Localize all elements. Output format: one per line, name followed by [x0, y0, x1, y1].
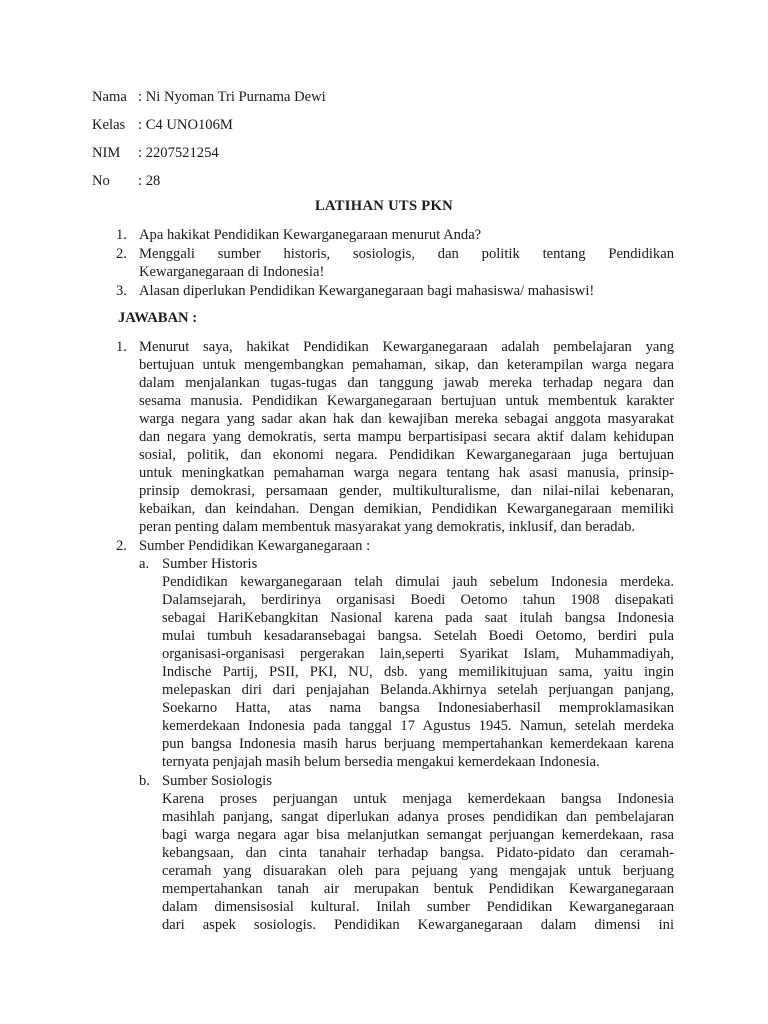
identity-value-kelas: : C4 UNO106M — [138, 117, 233, 133]
answer-line: warga negara yang sadar akan hak dan kewajiban mereka sebagai anggota masyarakat — [139, 411, 674, 427]
subsection-heading: Sumber Sosiologis — [162, 773, 272, 789]
subsection-line: sebagai HariKebangkitan Nasional karena pada saat itulah bangsa Indonesia — [162, 610, 674, 626]
question-text: Alasan diperlukan Pendidikan Kewarganegaraan bagi mahasiswa/ mahasiswi! — [139, 283, 595, 299]
answer-number: 2. — [116, 538, 127, 554]
question-text: Menggali sumber historis, sosiologis, dan politik tentang Pendidikan — [139, 246, 674, 262]
answer-number: 1. — [116, 339, 127, 355]
identity-value-nama: : Ni Nyoman Tri Purnama Dewi — [138, 89, 326, 105]
identity-label-kelas: Kelas — [92, 117, 126, 133]
subsection-heading: Sumber Historis — [162, 556, 258, 572]
subsection-line: kebangsaan, dan cinta tanahair terhadap bangsa. Pidato-pidato dan ceramah- — [162, 845, 674, 861]
subsection-letter: a. — [139, 556, 150, 572]
identity-label-no: No — [92, 173, 110, 189]
answer-line: sosial, politik, dan ekonomi negara. Pendidikan Kewarganegaraan juga bertujuan — [139, 447, 674, 463]
subsection-line: ceramah yang disuarakan oleh para pejuang yang mengajak untuk berjuang — [162, 863, 674, 879]
answer-line: Menurut saya, hakikat Pendidikan Kewarganegaraan adalah pembelajaran yang — [139, 339, 674, 355]
subsection-line: Karena proses perjuangan untuk menjaga kemerdekaan bangsa Indonesia — [162, 791, 674, 807]
subsection-line: organisasi-organisasi pergerakan lain,seperti Syarikat Islam, Muhammadiyah, — [162, 646, 674, 662]
subsection-line: Indische Partij, PSII, PKI, NU, dsb. yang memilikitujuan sama, yaitu ingin — [162, 664, 674, 680]
answer-intro: Sumber Pendidikan Kewarganegaraan : — [139, 538, 371, 554]
subsection-line: mulai tumbuh kesadaransebagai bangsa. Setelah Boedi Oetomo, berdiri pula — [162, 628, 674, 644]
question-text: Kewarganegaraan di Indonesia! — [139, 264, 325, 280]
answers-heading: JAWABAN : — [118, 310, 198, 326]
subsection-letter: b. — [139, 773, 150, 789]
answer-line: dalam menjalankan tugas-tugas dan tanggung jawab mereka terhadap negara dan — [139, 375, 674, 391]
question-text: Apa hakikat Pendidikan Kewarganegaraan menurut Anda? — [139, 227, 482, 243]
identity-value-no: : 28 — [138, 173, 161, 189]
identity-label-nama: Nama — [92, 89, 127, 105]
identity-value-nim: : 2207521254 — [138, 145, 219, 161]
answer-line: sesama manusia. Pendidikan Kewarganegaraan bertujuan untuk membentuk karakter — [139, 393, 674, 409]
subsection-line: Pendidikan kewarganegaraan telah dimulai jauh sebelum Indonesia merdeka. — [162, 574, 674, 590]
question-number: 1. — [116, 227, 127, 243]
subsection-line: Soekarno Hatta, atas nama bangsa Indonesiaberhasil memproklamasikan — [162, 700, 674, 716]
answer-line: kebaikan, dan keindahan. Dengan demikian, Pendidikan Kewarganegaraan memiliki — [139, 501, 674, 517]
answer-line: peran penting dalam membentuk masyarakat yang demokratis, inklusif, dan beradab. — [139, 519, 636, 535]
subsection-line: dalam dimensisosial kultural. Inilah sumber Pendidikan Kewarganegaraan — [162, 899, 674, 915]
answer-line: prinsip demokrasi, persamaan gender, multikulturalisme, dan nilai-nilai kebenaran, — [139, 483, 674, 499]
subsection-line: ternyata penjajah masih belum bersedia mengakui kemerdekaan Indonesia. — [162, 754, 600, 770]
subsection-line: kemerdekaan Indonesia pada tanggal 17 Agustus 1945. Namun, setelah merdeka — [162, 718, 674, 734]
answer-line: bertujuan untuk mengembangkan pemahaman, sikap, dan keterampilan warga negara — [139, 357, 674, 373]
question-number: 3. — [116, 283, 127, 299]
subsection-line: melepaskan diri dari penjajahan Belanda.Akhirnya setelah perjuangan panjang, — [162, 682, 674, 698]
subsection-line: Dalamsejarah, berdirinya organisasi Boedi Oetomo tahun 1908 disepakati — [162, 592, 674, 608]
document-title: LATIHAN UTS PKN — [314, 198, 454, 214]
subsection-line: pun bangsa Indonesia masih harus berjuang mempertahankan kemerdekaan karena — [162, 736, 674, 752]
answer-line: untuk meningkatkan pemahaman warga negara tentang hak asasi manusia, prinsip- — [139, 465, 674, 481]
subsection-line: mempertahankan tanah air merupakan bentuk Pendidikan Kewarganegaraan — [162, 881, 674, 897]
subsection-line: masihlah panjang, sangat diperlukan adanya proses pendidikan dan pembelajaran — [162, 809, 674, 825]
identity-label-nim: NIM — [92, 145, 121, 161]
subsection-line: dari aspek sosiologis. Pendidikan Kewarganegaraan dalam dimensi ini — [162, 917, 674, 933]
subsection-line: bagi warga negara agar bisa melanjutkan semangat perjuangan kemerdekaan, rasa — [162, 827, 674, 843]
answer-line: dan negara yang demokratis, serta mampu berpartisipasi secara aktif dalam kehidupan — [139, 429, 674, 445]
question-number: 2. — [116, 246, 127, 262]
